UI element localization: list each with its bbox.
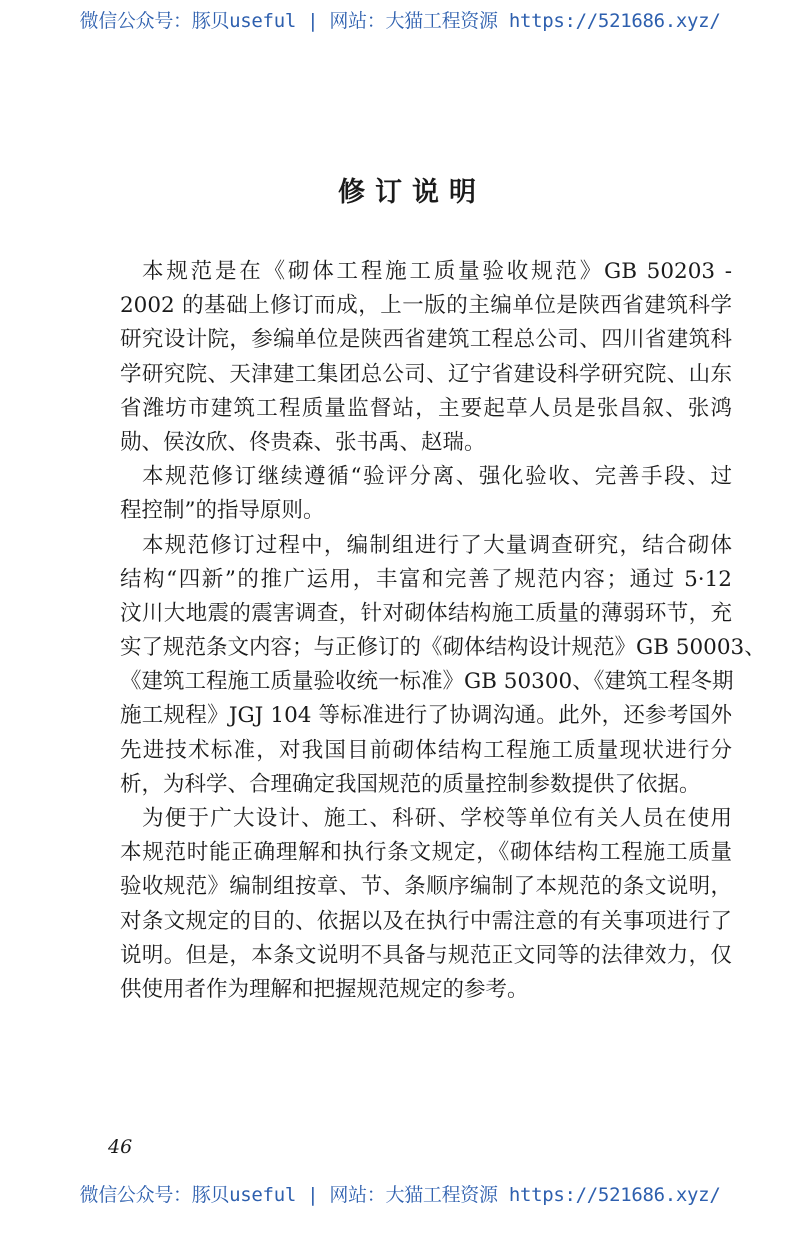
- page-title: 修订说明: [338, 177, 486, 208]
- text-line: 对条文规定的目的、依据以及在执行中需注意的有关事项进行了: [120, 908, 732, 934]
- text-line: 《建筑工程施工质量验收统一标准》GB 50300、《建筑工程冬期: [120, 669, 734, 695]
- paragraph: [120, 802, 732, 1007]
- text-line: 本规范时能正确理解和执行条文规定，《砌体结构工程施工质量: [120, 840, 732, 866]
- paragraph: [120, 529, 766, 803]
- text-line: 本规范修订过程中，编制组进行了大量调查研究，结合砌体: [142, 532, 732, 558]
- paragraph: [120, 460, 732, 528]
- document-body: [120, 255, 766, 1007]
- text-line: 汶川大地震的震害调查，针对砌体结构施工质量的薄弱环节，充: [120, 600, 732, 626]
- text-line: 学研究院、天津建工集团总公司、辽宁省建设科学研究院、山东: [120, 361, 732, 387]
- text-line: 先进技术标准，对我国目前砌体结构工程施工质量现状进行分: [120, 737, 732, 763]
- text-line: 2002 的基础上修订而成，上一版的主编单位是陕西省建筑科学: [120, 293, 732, 319]
- paragraph: [120, 255, 732, 460]
- text-line: 程控制”的指导原则。: [120, 498, 325, 524]
- watermark-top: 微信公众号：豚贝useful | 网站：大猫工程资源 https://521686.xyz/: [79, 10, 721, 32]
- watermark-bottom: 微信公众号：豚贝useful | 网站：大猫工程资源 https://521686.xyz/: [79, 1184, 721, 1206]
- text-line: 结构“四新”的推广运用，丰富和完善了规范内容；通过 5·12: [120, 566, 732, 592]
- text-line: 本规范修订继续遵循“验评分离、强化验收、完善手段、过: [142, 464, 732, 490]
- text-line: 施工规程》JGJ 104 等标准进行了协调沟通。此外，还参考国外: [120, 703, 732, 729]
- text-line: 省潍坊市建筑工程质量监督站，主要起草人员是张昌叙、张鸿: [120, 395, 732, 421]
- text-line: 勋、侯汝欣、佟贵森、张书禹、赵瑞。: [120, 429, 486, 455]
- text-line: 研究设计院，参编单位是陕西省建筑工程总公司、四川省建筑科: [120, 327, 732, 353]
- text-line: 析，为科学、合理确定我国规范的质量控制参数提供了依据。: [120, 771, 701, 797]
- text-line: 验收规范》编制组按章、节、条顺序编制了本规范的条文说明，: [120, 874, 732, 900]
- text-line: 实了规范条文内容；与正修订的《砌体结构设计规范》GB 50003、: [120, 635, 766, 661]
- text-line: 说明。但是，本条文说明不具备与规范正文同等的法律效力，仅: [120, 942, 732, 968]
- text-line: 为便于广大设计、施工、科研、学校等单位有关人员在使用: [142, 806, 732, 831]
- page-number: 46: [108, 1136, 133, 1158]
- text-line: 供使用者作为理解和把握规范规定的参考。: [120, 976, 529, 1002]
- text-line: 本规范是在《砌体工程施工质量验收规范》GB 50203 -: [142, 259, 732, 284]
